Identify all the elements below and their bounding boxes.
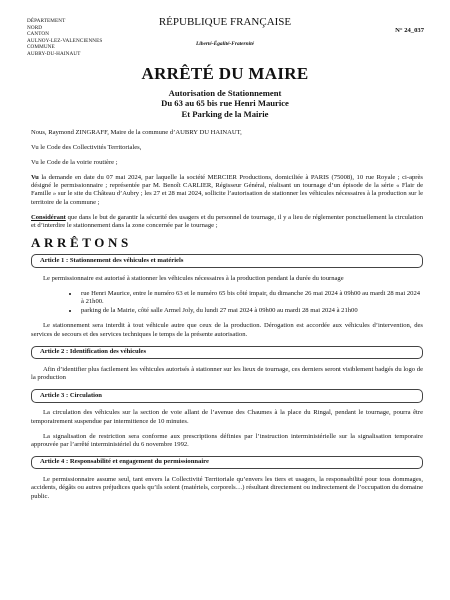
- vu-paragraph: [31, 174, 423, 207]
- republic-heading: RÉPUBLIQUE FRANÇAISE: [158, 16, 292, 28]
- considerant-lead: Considérant: [31, 213, 66, 221]
- page-title: ARRÊTÉ DU MAIRE: [141, 64, 309, 83]
- arretons-heading: ARRÊTONS: [31, 235, 132, 251]
- vu-lead: Vu: [31, 174, 39, 181]
- article-3-text-2: La signalisation de restriction sera conforme aux prescriptions définies par l’instruction interministérielle sur la signalisation temporaire approuvée par l’arrêté interministériel du 6 novembre 1992.: [31, 432, 423, 448]
- department-line: COMMUNE: [27, 44, 55, 51]
- document-body: [31, 129, 423, 508]
- vu-paragraph: Vu le Code de la voirie routière ;: [31, 159, 118, 166]
- article-1-text: Le permissionnaire est autorisé à stationner les véhicules nécessaires à la production pendant la durée du tournage: [43, 274, 344, 282]
- list-item: • rue Henri Maurice, entre le numéro 63 et le numéro 65 bis côté impair, du dimanche 26 mai 2024 à 09h00 au mardi 28 mai 2024 à 21h00.: [79, 290, 423, 306]
- considerant-paragraph: [31, 214, 423, 230]
- department-line: AUBRY-DU-HAINAUT: [27, 50, 81, 57]
- article-1-text-2: Le stationnement sera interdit à tout véhicule autre que ceux de la production. Dérogation est accordée aux véhicules d’intervention, des services de secours et des services techniques le temps de la présente autorisation.: [31, 322, 423, 338]
- department-line: DÉPARTEMENT: [27, 18, 66, 24]
- subtitle-line: Et Parking de la Mairie: [181, 108, 269, 119]
- list-item: • parking de la Mairie, côté salle Armel Joly, du lundi 27 mai 2024 à 09h00 au mardi 28 mai 2024 à 21h00: [79, 307, 423, 315]
- department-line: AULNOY-LEZ-VALENCIENNES: [27, 37, 103, 44]
- article-1-title: Article 1 : Stationnement des véhicules et matériels: [31, 254, 423, 268]
- motto: Liberté-Égalité-Fraternité: [195, 41, 255, 47]
- department-line: CANTON: [27, 31, 50, 38]
- subtitle-line: Autorisation de Stationnement: [168, 88, 282, 98]
- article-3-title: Article 3 : Circulation: [31, 389, 423, 403]
- article-2-text: Afin d’identifier plus facilement les véhicules autorisés à stationner sur les lieux de tournage, ces derniers seront visiblement badgés du logo de la production: [31, 365, 423, 382]
- considerant-text: que dans le but de garantir la sécurité des usagers et du personnel de tournage, il y a lieu de réglementer ponctuellement la circulation et d’interdire le stationnement dans la zone concernée par le tournage ;: [31, 213, 423, 229]
- article-4-title: Article 4 : Responsabilité et engagement du permissionnaire: [31, 456, 423, 470]
- subtitle-block: [0, 88, 450, 119]
- decree-number: N° 24_037: [395, 27, 424, 34]
- department-line: NORD: [27, 24, 43, 31]
- subtitle-line: Du 63 au 65 bis rue Henri Maurice: [161, 98, 289, 109]
- article-3-text: La circulation des véhicules sur la section de voie allant de l’avenue des Chaumes à la place du Ringal, pendant le tournage, pourra être temporairement suspendue par intermittence de 10 minutes.: [31, 409, 423, 425]
- vu-paragraph: Vu le Code des Collectivités Territoriales,: [31, 144, 142, 151]
- article-2-title: Article 2 : Identification des véhicules: [31, 346, 423, 360]
- intro-paragraph: Nous, Raymond ZINGRAFF, Maire de la commune d’AUBRY DU HAINAUT,: [31, 129, 242, 136]
- article-4-text: Le permissionnaire assume seul, tant envers la Collectivité Territoriale qu’envers les tiers et usagers, la responsabilité pour tous dommages, accidents, dégâts ou autres préjudices quels qu’ils soient (matériels, corporels…) résultant directement ou indirectement de l’occupation du domaine public.: [31, 476, 423, 500]
- places-list: [31, 290, 423, 316]
- vu-text: la demande en date du 07 mai 2024, par laquelle la société MERCIER Productions, domiciliée à PARIS (75008), 10 rue Royale ; ci-après désigné le permissionnaire ; représentée par M. Benoît CARLIER, Régisseur Général, réalisant un tournage d’un épisode de la série « Flair de Famille » sur le site du Château d’Aubry ; les 27 et 28 mai 2024, sollicite l’autorisation de stationner les véhicules nécessaires à la production sur le territoire de la commune ;: [31, 174, 423, 206]
